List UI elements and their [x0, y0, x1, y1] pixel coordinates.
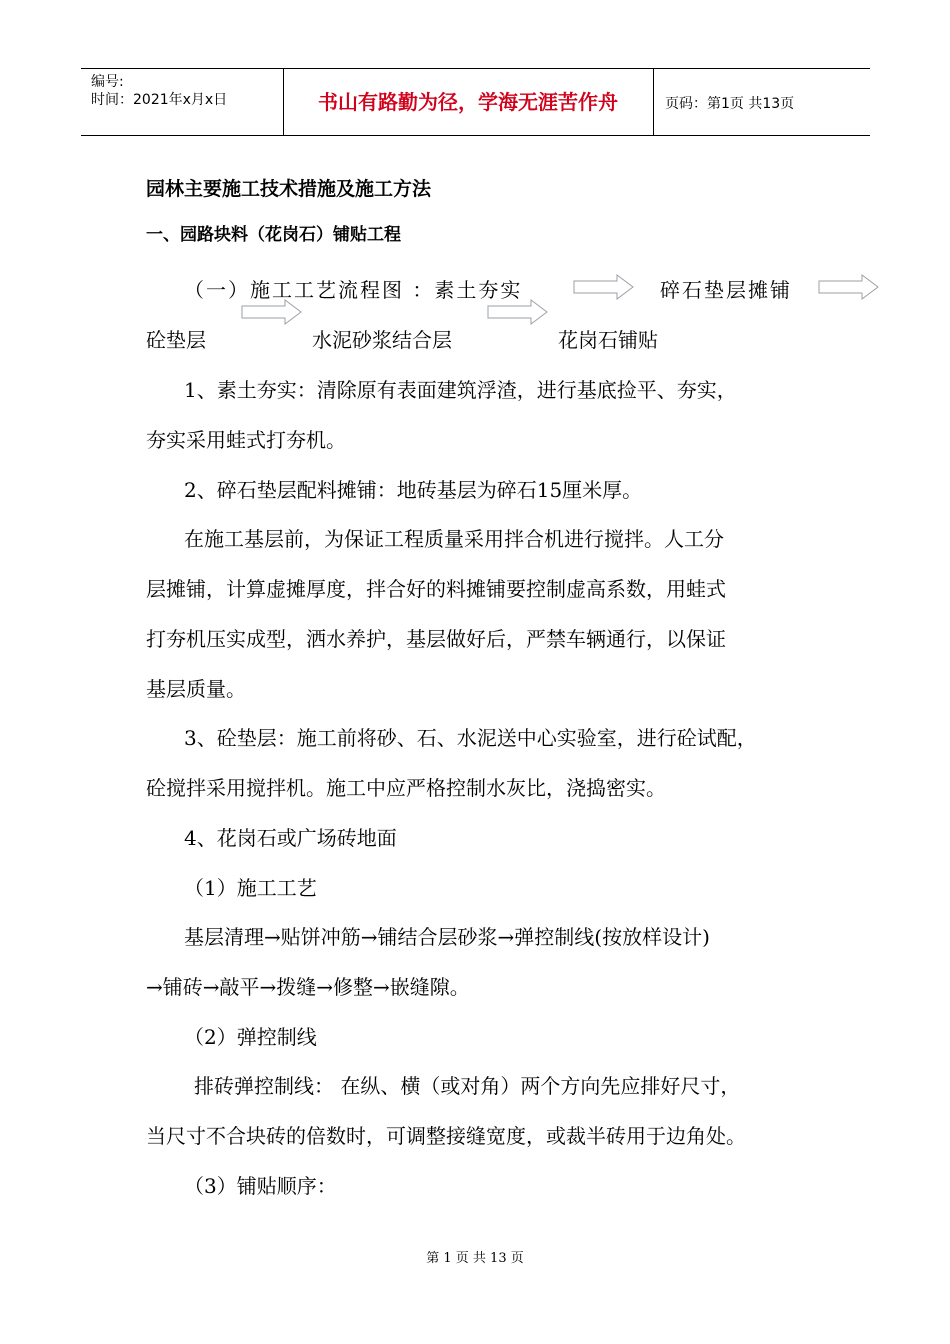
flow-arrow-icon	[573, 274, 635, 300]
header-table	[81, 68, 870, 136]
flow-arrow-icon	[487, 299, 549, 325]
paragraph-line: 4、花岗石或广场砖地面	[184, 826, 397, 850]
header-info-cell	[81, 69, 283, 135]
document-title: 园林主要施工技术措施及施工方法	[146, 178, 432, 200]
paragraph-line: 夯实采用蛙式打夯机。	[146, 428, 346, 452]
document-number-label: 编号:	[91, 74, 124, 90]
paragraph-line: 2、碎石垫层配料摊铺：地砖基层为碎石15厘米厚。	[184, 478, 643, 502]
paragraph-line: 1、素土夯实：清除原有表面建筑浮渣，进行基底捡平、夯实，	[184, 378, 737, 402]
flow-arrow-icon	[818, 274, 880, 300]
page-footer: 第 1 页 共 13 页	[426, 1251, 524, 1266]
section-heading: 一、园路块料（花岗石）铺贴工程	[146, 225, 401, 245]
paragraph-line: 打夯机压实成型，洒水养护，基层做好后，严禁车辆通行，以保证	[146, 627, 726, 651]
flow-step-granite: 花岗石铺贴	[558, 328, 658, 352]
paragraph-line: 基层清理→贴饼冲筋→铺结合层砂浆→弹控制线(按放样设计)	[184, 925, 710, 949]
paragraph-line: 层摊铺，计算虚摊厚度，拌合好的料摊铺要控制虚高系数，用蛙式	[146, 577, 726, 601]
paragraph-line: →铺砖→敲平→拨缝→修整→嵌缝隙。	[146, 975, 470, 999]
paragraph-line: 排砖弹控制线： 在纵、横（或对角）两个方向先应排好尺寸，	[194, 1074, 741, 1098]
flow-step-gravel: 碎石垫层摊铺	[660, 278, 792, 302]
paragraph-line: （2）弹控制线	[184, 1025, 317, 1049]
paragraph-line: 3、砼垫层：施工前将砂、石、水泥送中心实验室，进行砼试配，	[184, 726, 757, 750]
paragraph-line: 基层质量。	[146, 677, 246, 701]
paragraph-line: 在施工基层前，为保证工程质量采用拌合机进行搅拌。人工分	[184, 527, 724, 551]
header-motto: 书山有路勤为径，学海无涯苦作舟	[318, 90, 618, 114]
paragraph-line: 当尺寸不合块砖的倍数时，可调整接缝宽度，或裁半砖用于边角处。	[146, 1124, 746, 1148]
paragraph-line: （1）施工工艺	[184, 876, 317, 900]
document-time-label: 时间：2021年x月x日	[91, 92, 228, 108]
flow-step-mortar: 水泥砂浆结合层	[312, 328, 452, 352]
flow-label: （一）施工工艺流程图 ：素土夯实	[184, 278, 523, 302]
flow-arrow-icon	[241, 299, 303, 325]
flow-step-concrete: 砼垫层	[146, 328, 206, 352]
paragraph-line: （3）铺贴顺序：	[184, 1174, 337, 1198]
header-divider	[653, 69, 654, 135]
paragraph-line: 砼搅拌采用搅拌机。施工中应严格控制水灰比，浇捣密实。	[146, 776, 666, 800]
header-page-label: 页码：第1页 共13页	[665, 96, 795, 112]
